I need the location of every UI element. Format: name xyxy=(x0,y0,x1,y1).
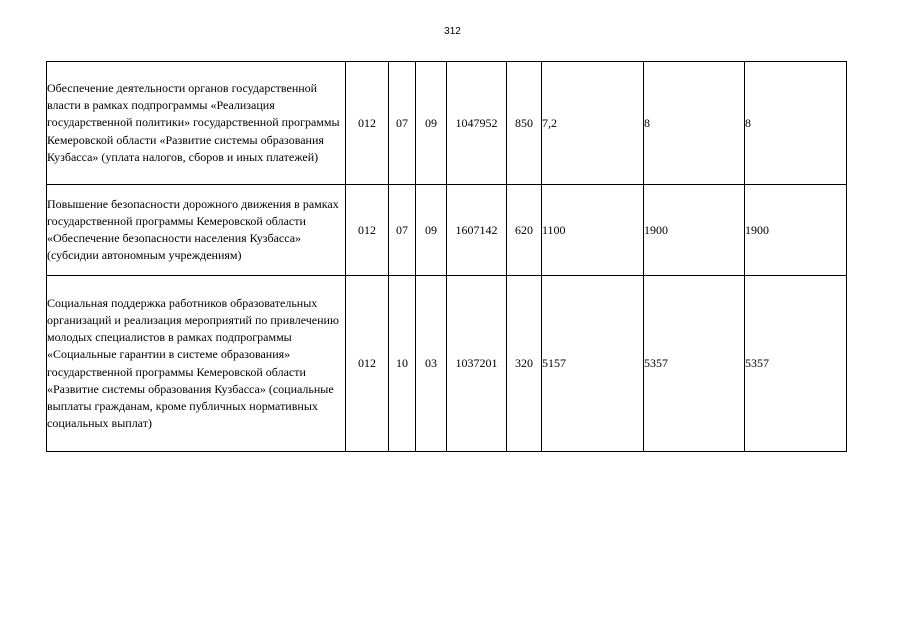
expense-name-cell: Повышение безопасности дорожного движения в рамках государственной программы Кемеровской области «Обеспечение безопасности населения Кузбасса» (субсидии автономным учреждениям) xyxy=(47,185,346,276)
target-article-cell: 1037201 xyxy=(447,276,507,452)
amount-year-3-cell: 8 xyxy=(745,62,847,185)
section-code-cell: 10 xyxy=(389,276,416,452)
expense-type-cell: 620 xyxy=(507,185,542,276)
subsection-code-cell: 09 xyxy=(416,185,447,276)
amount-year-3-cell: 1900 xyxy=(745,185,847,276)
amount-year-1-cell: 5157 xyxy=(542,276,644,452)
target-article-cell: 1607142 xyxy=(447,185,507,276)
expense-type-cell: 320 xyxy=(507,276,542,452)
ministry-code-cell: 012 xyxy=(346,185,389,276)
table-row xyxy=(47,185,847,276)
table-row xyxy=(47,276,847,452)
ministry-code-cell: 012 xyxy=(346,276,389,452)
table-row xyxy=(47,62,847,185)
budget-table xyxy=(46,61,847,452)
amount-year-2-cell: 8 xyxy=(644,62,745,185)
section-code-cell: 07 xyxy=(389,185,416,276)
subsection-code-cell: 09 xyxy=(416,62,447,185)
amount-year-1-cell: 1100 xyxy=(542,185,644,276)
amount-year-3-cell: 5357 xyxy=(745,276,847,452)
section-code-cell: 07 xyxy=(389,62,416,185)
amount-year-2-cell: 1900 xyxy=(644,185,745,276)
page-number: 312 xyxy=(444,26,461,37)
expense-name-cell: Социальная поддержка работников образовательных организаций и реализация мероприятий по привлечению молодых специалистов в рамках подпрограммы «Социальные гарантии в системе образования» государственной программы Кемеровской области «Развитие системы образования Кузбасса» (социальные выплаты гражданам, кроме публичных нормативных социальных выплат) xyxy=(47,276,346,452)
expense-name-cell: Обеспечение деятельности органов государственной власти в рамках подпрограммы «Реализация государственной политики» государственной программы Кемеровской области «Развитие системы образования Кузбасса» (уплата налогов, сборов и иных платежей) xyxy=(47,62,346,185)
expense-type-cell: 850 xyxy=(507,62,542,185)
amount-year-1-cell: 7,2 xyxy=(542,62,644,185)
ministry-code-cell: 012 xyxy=(346,62,389,185)
subsection-code-cell: 03 xyxy=(416,276,447,452)
amount-year-2-cell: 5357 xyxy=(644,276,745,452)
target-article-cell: 1047952 xyxy=(447,62,507,185)
